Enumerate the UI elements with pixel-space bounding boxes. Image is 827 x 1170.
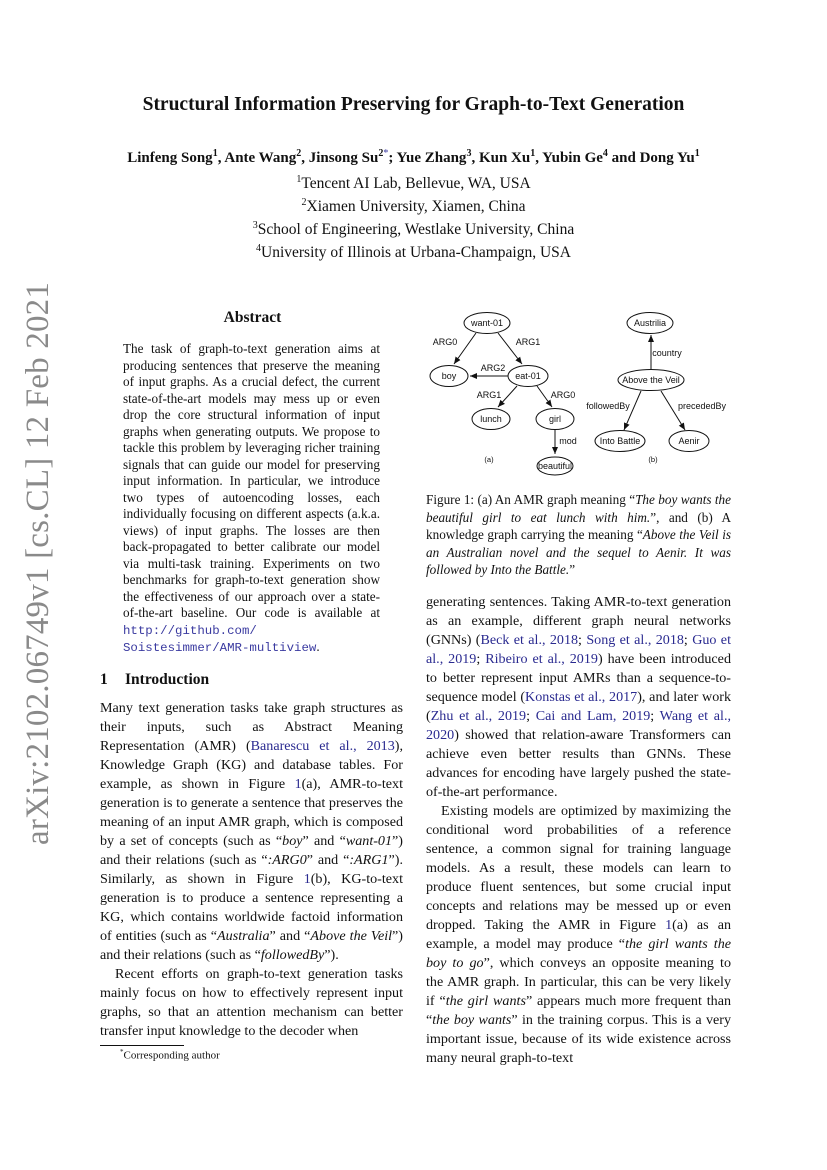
affiliation-number: 3 <box>252 220 258 232</box>
figure-1-graphs <box>420 305 740 480</box>
link-part: http://github.com/ <box>123 623 257 638</box>
affiliation-text: Xiamen University, Xiamen, China <box>306 198 526 216</box>
affiliation <box>0 239 827 262</box>
citation-link[interactable]: Banarescu et al., 2013 <box>250 738 395 754</box>
amr-graph-edges <box>454 333 555 454</box>
affiliation-number: 4 <box>256 243 262 255</box>
figure-ref-link[interactable]: 1 <box>665 917 673 933</box>
italic-term: followedBy <box>260 947 325 963</box>
paper-title: Structural Information Preserving for Graph-to-Text Generation <box>142 94 685 115</box>
text-run: ”). Similarly, as shown in Figure <box>100 852 403 887</box>
footnote-text: Corresponding author <box>123 1049 220 1062</box>
text-run: (a) as an example, a model may produce “ <box>426 917 731 952</box>
italic-term: boy <box>282 833 303 849</box>
footnote <box>120 1048 220 1062</box>
abstract-body <box>123 341 380 657</box>
author: Linfeng Song <box>127 150 213 166</box>
text-run: ) showed that relation-aware Transformers can achieve even better results than GNNs. These advances for encoding have largely pushed the state-of-the-art performance. <box>426 727 731 800</box>
affiliation-text: School of Engineering, Westlake University, China <box>257 221 575 239</box>
abstract-end-punct: . <box>316 639 320 654</box>
affiliation-number: 1 <box>296 174 302 185</box>
text-run: ” appears much more frequent than “ <box>426 993 732 1028</box>
text-run: ” <box>569 562 576 577</box>
citation-link[interactable]: Song et al., 2018 <box>586 632 684 648</box>
left-column-body <box>100 699 403 1041</box>
paragraph: Recent efforts on graph-to-text generation tasks mainly focus on how to effectively represent input graphs, so that an attention mechanism can better transfer input knowledge to the decoder when <box>100 966 403 1039</box>
edge-label-arg0: ARG0 <box>550 390 576 400</box>
italic-term: :ARG1 <box>349 852 389 868</box>
figure-1-svg <box>420 305 740 480</box>
paragraph <box>426 802 731 1068</box>
node-into-battle: Into Battle <box>599 436 641 446</box>
link-part: Soistesimmer/AMR-multiview <box>123 641 317 655</box>
node-want-01: want-01 <box>470 318 504 328</box>
affiliation <box>0 170 827 193</box>
right-column-body <box>426 593 731 1068</box>
code-repository-link[interactable] <box>123 624 316 656</box>
node-boy: boy <box>441 371 457 381</box>
text-run: (a), AMR-to-text generation is to generate a sentence that preserves the meaning of an input AMR graph, which is composed by a set of concepts (such as “ <box>100 776 403 849</box>
text-run: ; <box>650 708 660 724</box>
node-aenir: Aenir <box>678 436 700 446</box>
citation-link[interactable]: Beck et al., 2018 <box>480 632 579 648</box>
node-beautiful: beautiful <box>537 461 573 471</box>
section-number: 1 <box>100 671 108 688</box>
text-run: Existing models are optimized by maximizing the conditional word probabilities of a reference sentence, a common signal for training language models. As a result, these models can learn to produce fluent sentences, but some crucial input concepts and relations may be messed up or even dropped. Taking the AMR in Figure <box>426 803 731 933</box>
paragraph <box>426 593 731 802</box>
edge-label-arg1: ARG1 <box>476 390 502 400</box>
figure-ref-link[interactable]: 1 <box>294 776 302 792</box>
citation-link[interactable]: Wang et al., 2020 <box>426 708 731 743</box>
node-eat-01: eat-01 <box>515 371 541 381</box>
text-run: ) have been introduced to better represent input AMRs than a sequence-to-sequence model ( <box>426 651 731 705</box>
text-run: ), Knowledge Graph (KG) and database tables. For example, as shown in Figure <box>100 738 403 792</box>
text-run: (b), KG-to-text generation is to produce a sentence representing a KG, which contains worldwide factoid information of entities (such as “ <box>100 871 403 944</box>
author: Dong Yu <box>639 150 695 166</box>
author: Ante Wang <box>224 150 297 166</box>
citation-link[interactable]: Konstas et al., 2017 <box>525 689 638 705</box>
text-run: ”). <box>324 947 339 963</box>
subfigure-label-a: (a) <box>484 455 494 464</box>
affiliation-list <box>0 170 827 263</box>
figure-ref-link[interactable]: 1 <box>303 871 311 887</box>
node-girl: girl <box>548 414 562 424</box>
author-affiliation-mark: 1 <box>694 148 700 159</box>
author: Kun Xu <box>478 150 531 166</box>
abstract-text: The task of graph-to-text generation aims at producing sentences that preserve the meaning of input graphs. As a crucial defect, the current state-of-the-art models may mess up or even drop the core structural information of input graphs when generating outputs. We propose to tackle this problem by leveraging richer training signals that can guide our model for preserving input information. In particular, we introduce two types of autoencoding losses, each individually focusing on different aspects (a.k.a. views) of input graphs. The losses are then back-propagated to better calibrate our model via multi-task training. Experiments on two benchmarks for graph-to-text generation show the effectiveness of our approach over a state-of-the-art baseline. Our code is available at <box>123 341 380 620</box>
italic-run: the girl wants the boy to go <box>426 936 731 971</box>
text-run: ; <box>578 632 587 648</box>
citation-link[interactable]: Guo et al., 2019 <box>426 632 731 667</box>
italic-run: The boy wants the beautiful girl to eat lunch with him. <box>426 492 731 525</box>
node-lunch: lunch <box>480 414 502 424</box>
citation-link[interactable]: Zhu et al., 2019 <box>430 708 527 724</box>
section-title: Introduction <box>125 671 210 688</box>
text-run: ”) and their relations (such as “ <box>100 928 403 963</box>
text-run: ” in the training corpus. This is a very important issue, because of its wide existence across many neural graph-to-text <box>426 1012 731 1066</box>
author: Jinsong Su <box>308 150 379 166</box>
subfigure-label-b: (b) <box>648 455 658 464</box>
arxiv-identifier-stamp: arXiv:2102.06749v1 [cs.CL] 12 Feb 2021 <box>20 281 56 845</box>
edge-label-precededby: precededBy <box>677 401 727 411</box>
node-austrilia: Austrilia <box>633 318 667 328</box>
author-list: Linfeng Song$^1$, Ante Wang$^2$, Jinsong $Su^{2*}$; Yue Zhang$^3$, Kun Xu$^1$, Yubin Ge$^4$ and Dong Yu$^1$ <box>127 148 700 166</box>
text-run: ”, which conveys an opposite meaning to the AMR graph. In particular, this can be very likely if “ <box>426 955 731 1009</box>
edge-label-arg2: ARG2 <box>480 363 506 373</box>
author-affiliation-mark: 1 <box>530 148 536 159</box>
edge-label-arg1: ARG1 <box>515 337 541 347</box>
corresponding-author-footnote-link[interactable]: * <box>383 148 389 159</box>
text-run: ” and “ <box>302 833 346 849</box>
author-affiliation-mark: 2 <box>378 148 384 159</box>
edge-label-country: country <box>652 348 682 358</box>
text-run: generating sentences. Taking AMR-to-text generation as an example, different graph neural networks (GNNs) ( <box>426 594 731 648</box>
figure-1-caption <box>426 491 731 579</box>
edge-label-followedby: followedBy <box>586 401 630 411</box>
italic-run: the boy wants <box>432 1012 512 1028</box>
text-run: ), and later work ( <box>426 689 731 724</box>
text-run: Figure 1: (a) An AMR graph meaning “ <box>426 492 636 507</box>
affiliation <box>0 216 827 239</box>
citation-link[interactable]: Cai and Lam, 2019 <box>535 708 651 724</box>
text-run: ; <box>476 651 486 667</box>
edge-label-arg0: ARG0 <box>432 337 458 347</box>
paragraph <box>100 699 403 965</box>
author-affiliation-mark: 4 <box>602 148 608 159</box>
italic-term: :ARG0 <box>267 852 307 868</box>
text-run: ” and “ <box>269 928 311 944</box>
text-run: ; <box>526 708 536 724</box>
italic-run: Above the Veil is an Australian novel and the sequel to Aenir. It was followed by Into the Battle. <box>426 527 731 577</box>
italic-term: want-01 <box>345 833 393 849</box>
citation-link[interactable]: Ribeiro et al., 2019 <box>485 651 598 667</box>
italic-term: Above the Veil <box>310 928 393 944</box>
footnote-divider <box>100 1045 184 1046</box>
author-affiliation-mark: 3 <box>466 148 472 159</box>
author-affiliation-mark: 2 <box>296 148 302 159</box>
node-above-the-veil: Above the Veil <box>622 375 680 385</box>
text-run: ; <box>683 632 693 648</box>
affiliation <box>0 193 827 216</box>
affiliation-number: 2 <box>301 197 307 209</box>
footnote-mark: * <box>120 1048 124 1056</box>
author: Yue Zhang <box>396 150 467 166</box>
author-affiliation-mark: 1 <box>212 148 218 159</box>
author: Yubin Ge <box>542 150 603 166</box>
affiliation-text: University of Illinois at Urbana-Champaign, USA <box>261 244 571 262</box>
text-run: ”, and (b) A knowledge graph carrying the meaning “ <box>426 509 731 542</box>
affiliation-text: Tencent AI Lab, Bellevue, WA, USA <box>301 175 531 193</box>
text-run: Many text generation tasks take graph structures as their inputs, such as Abstract Meaning Representation (AMR) ( <box>100 700 403 754</box>
abstract-heading: Abstract <box>223 309 282 326</box>
text-run: ” and “ <box>306 852 350 868</box>
edge-label-mod: mod <box>559 436 577 446</box>
section-heading-introduction <box>100 671 209 689</box>
italic-run: the girl wants <box>445 993 526 1009</box>
text-run: ”) and their relations (such as “ <box>100 833 403 868</box>
italic-term: Australia <box>217 928 270 944</box>
